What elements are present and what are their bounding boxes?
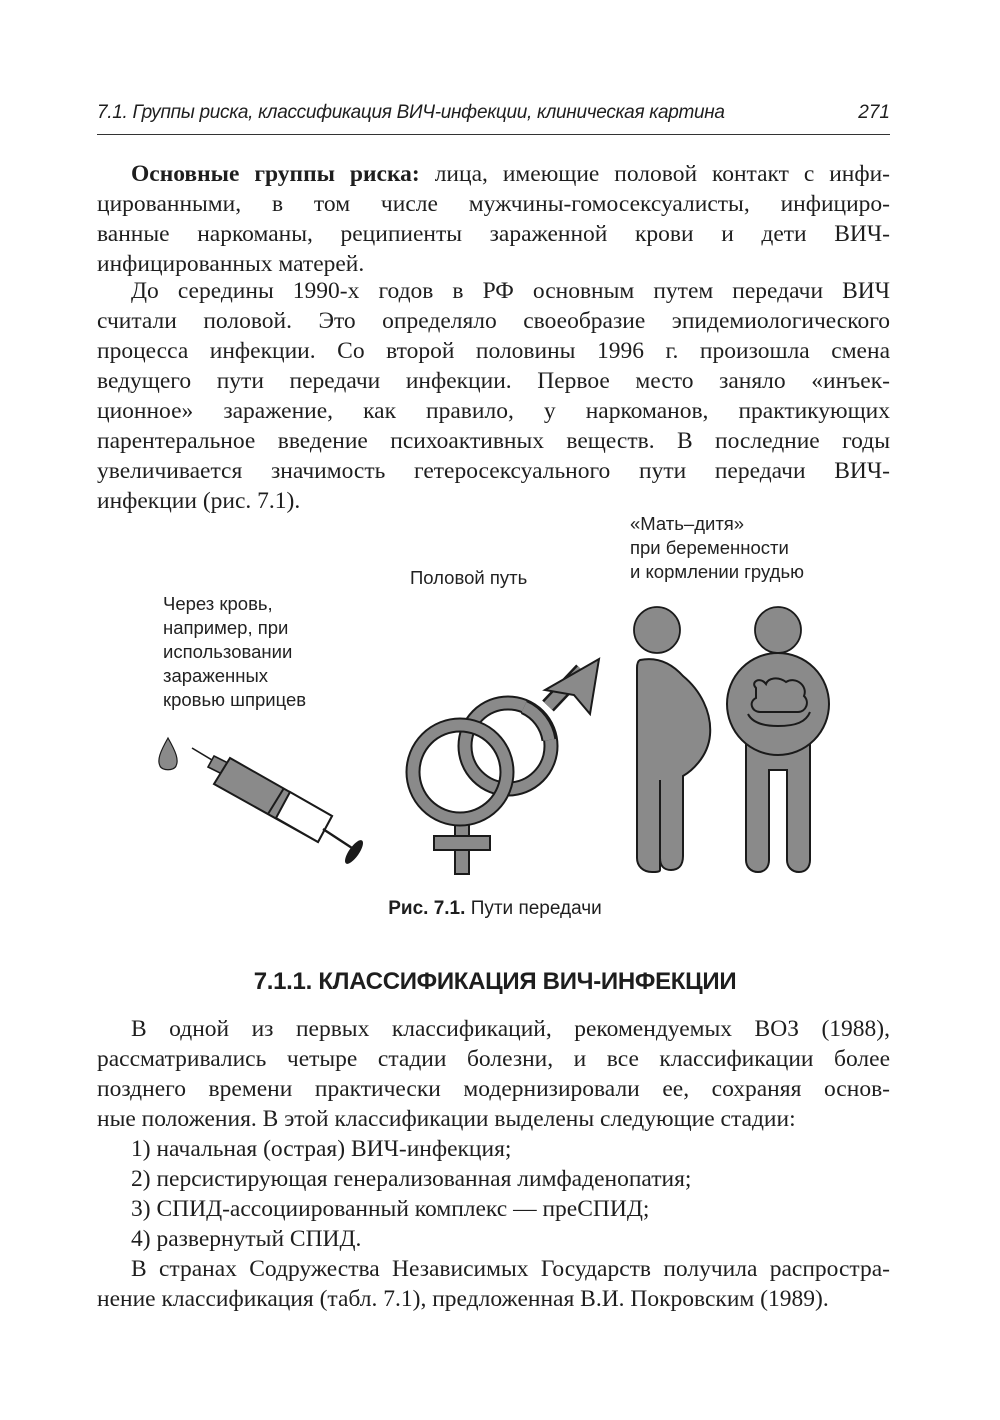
- text-line: процесса инфекции. Со второй половины 1996 г. произошла смена: [97, 338, 890, 364]
- paragraph-classification: [97, 1014, 890, 1314]
- text-line: рассматривались четыре стадии болезни, и все классификации более: [97, 1046, 890, 1072]
- syringe-icon: [159, 738, 366, 866]
- stage-list-item: 4) развернутый СПИД.: [131, 1226, 362, 1252]
- pregnant-woman-icon: [634, 607, 710, 872]
- text-line: инфекции (рис. 7.1).: [97, 488, 301, 514]
- stage-list-item: 1) начальная (острая) ВИЧ-инфекция;: [131, 1136, 512, 1162]
- text-line: ведущего пути передачи инфекции. Первое место заняло «инъек-: [97, 368, 890, 394]
- risk-groups-heading: Основные группы риска:: [131, 161, 420, 187]
- mother-with-baby-icon: [727, 607, 829, 872]
- text-line: считали половой. Это определяло своеобразие эпидемиологического: [97, 308, 890, 334]
- text-line: ные положения. В этой классификации выделены следующие стадии:: [97, 1106, 796, 1132]
- text-line: ванные наркоманы, реципиенты зараженной крови и дети ВИЧ-: [97, 221, 890, 247]
- stage-list-item: 2) персистирующая генерализованная лимфаденопатия;: [131, 1166, 692, 1192]
- text-line: парентеральное введение психоактивных веществ. В последние годы: [97, 428, 890, 454]
- figure-caption-number: Рис. 7.1.: [388, 898, 466, 919]
- figure-caption: [0, 898, 990, 920]
- text-line: В одной из первых классификаций, рекомендуемых ВОЗ (1988),: [131, 1016, 890, 1042]
- text-line: позднего времени практически модернизировали ее, сохраняя основ-: [97, 1076, 890, 1102]
- text-line: В странах Содружества Независимых Государств получила распростра-: [131, 1256, 890, 1282]
- stage-list-item: 3) СПИД-ассоциированный комплекс — преСПИД;: [131, 1196, 650, 1222]
- running-header-title: 7.1. Группы риска, классификация ВИЧ-инфекции, клиническая картина: [97, 102, 725, 123]
- figure-caption-text: Пути передачи: [470, 898, 602, 919]
- text-line: ционное» заражение, как правило, у наркоманов, практикующих: [97, 398, 890, 424]
- text-line: цированными, в том числе мужчины-гомосексуалисты, инфициро-: [97, 191, 890, 217]
- sexual-route-label: Половой путь: [410, 567, 528, 588]
- text-line: увеличивается значимость гетеросексуального пути передачи ВИЧ-: [97, 458, 890, 484]
- text-line: нение классификация (табл. 7.1), предложенная В.И. Покровским (1989).: [97, 1286, 829, 1312]
- page-number: 271: [858, 102, 890, 123]
- text-line: До середины 1990-х годов в РФ основным путем передачи ВИЧ: [131, 278, 890, 304]
- mother-child-route-label: «Мать–дитя» при беременности и кормлении грудью: [630, 513, 804, 582]
- text-line: Основные группы риска: лица, имеющие половой контакт с инфи-: [131, 161, 891, 187]
- text-line: инфицированных матерей.: [97, 251, 365, 277]
- section-heading: 7.1.1. КЛАССИФИКАЦИЯ ВИЧ-ИНФЕКЦИИ: [253, 968, 737, 995]
- blood-route-label: Через кровь, например, при использовании зараженных кровью шприцев: [163, 593, 307, 710]
